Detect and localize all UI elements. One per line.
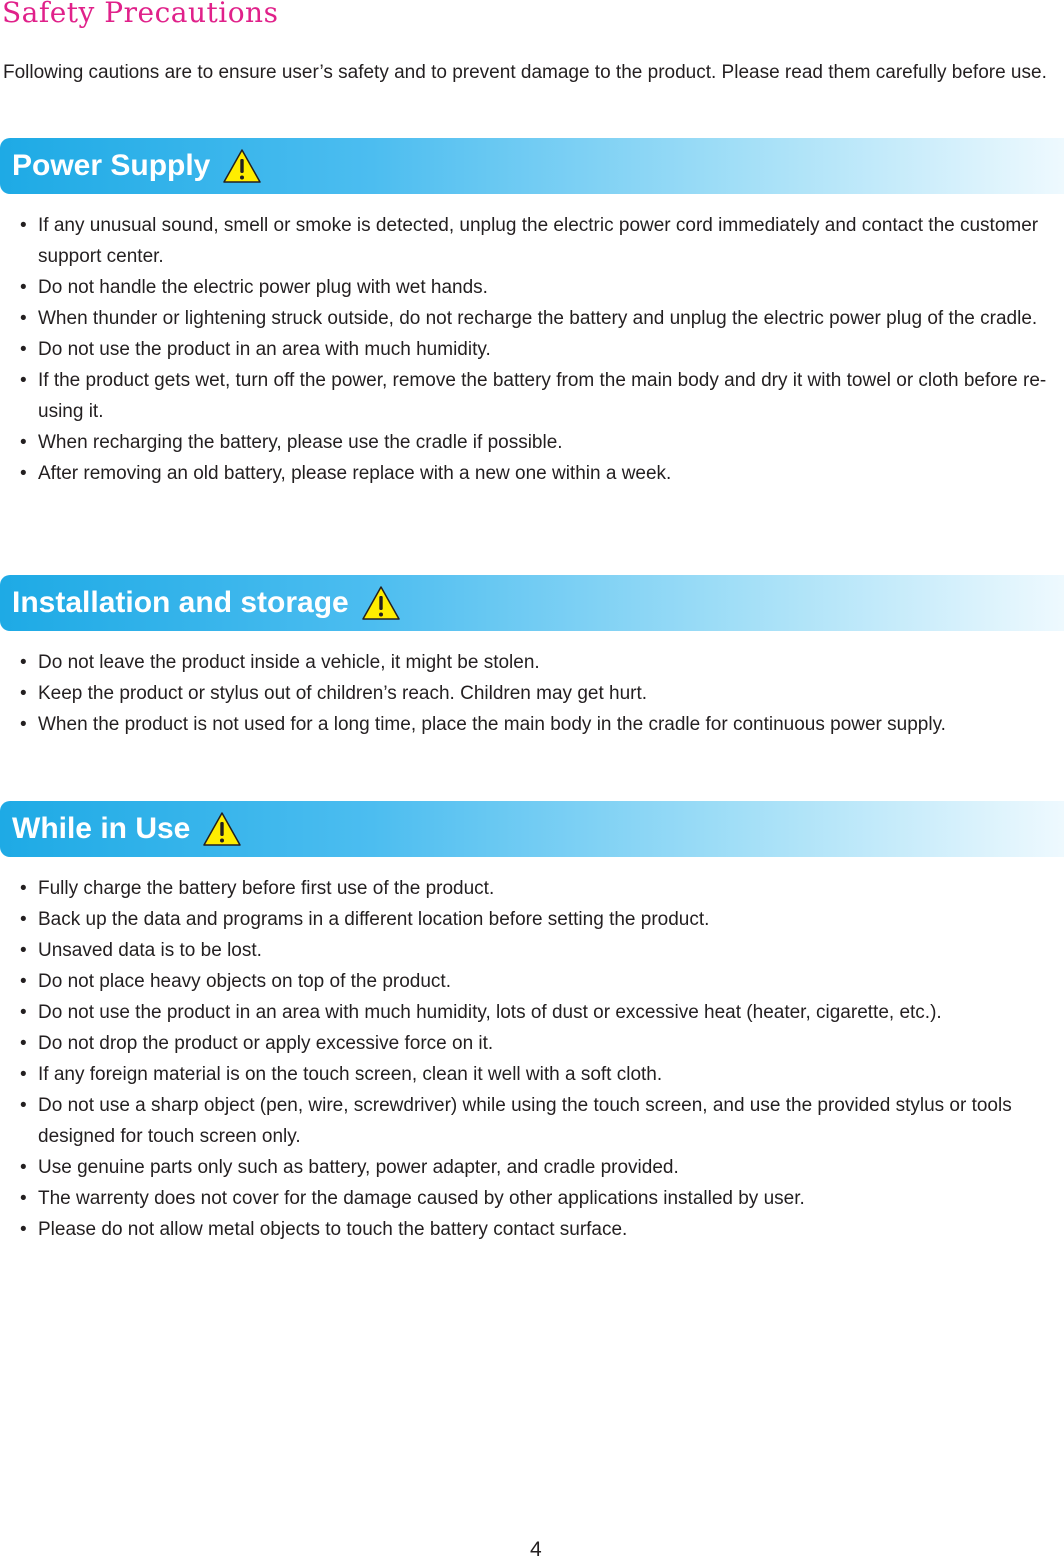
warning-triangle-icon	[222, 148, 262, 184]
section-title: Power Supply	[12, 149, 211, 182]
page-number: 4	[530, 1538, 542, 1561]
warning-triangle-icon	[202, 811, 242, 847]
list-item: • Do not place heavy objects on top of the product.	[18, 966, 1058, 997]
list-item: • Do not use a sharp object (pen, wire, screwdriver) while using the touch screen, and use the provided stylus or tools designed for touch screen only.	[18, 1090, 1058, 1152]
list-item: • Unsaved data is to be lost.	[18, 935, 1058, 966]
list-item: • Do not use the product in an area with much humidity.	[18, 334, 1058, 365]
section-banner	[0, 801, 1064, 857]
list-item: • If any foreign material is on the touch screen, clean it well with a soft cloth.	[18, 1059, 1058, 1090]
warning-triangle-icon	[361, 585, 401, 621]
list-item: • When recharging the battery, please use the cradle if possible.	[18, 427, 1058, 458]
section-banner	[0, 575, 1064, 631]
list-item: • Back up the data and programs in a different location before setting the product.	[18, 904, 1058, 935]
section-power-supply	[0, 138, 1064, 489]
list-item: • Keep the product or stylus out of children’s reach. Children may get hurt.	[18, 678, 1058, 709]
section-banner	[0, 138, 1064, 194]
list-item: • Do not handle the electric power plug with wet hands.	[18, 272, 1058, 303]
list-item: • Do not use the product in an area with much humidity, lots of dust or excessive heat (heater, cigarette, etc.).	[18, 997, 1058, 1028]
section-while-in-use	[0, 801, 1064, 1245]
page-title: Safety Precautions	[2, 0, 279, 29]
list-item: • After removing an old battery, please replace with a new one within a week.	[18, 458, 1058, 489]
list-item: • When the product is not used for a long time, place the main body in the cradle for continuous power supply.	[18, 709, 1058, 740]
section-title: While in Use	[12, 812, 191, 845]
intro-text: Following cautions are to ensure user’s safety and to prevent damage to the product. Please read them carefully before use.	[3, 62, 1047, 83]
item-list	[0, 857, 1064, 1245]
list-item: • If any unusual sound, smell or smoke is detected, unplug the electric power cord immediately and contact the customer support center.	[18, 210, 1058, 272]
list-item: • Please do not allow metal objects to touch the battery contact surface.	[18, 1214, 1058, 1245]
list-item: • Use genuine parts only such as battery, power adapter, and cradle provided.	[18, 1152, 1058, 1183]
item-list	[0, 194, 1064, 489]
list-item: • The warrenty does not cover for the damage caused by other applications installed by user.	[18, 1183, 1058, 1214]
section-title: Installation and storage	[12, 586, 349, 619]
list-item: • Fully charge the battery before first use of the product.	[18, 873, 1058, 904]
section-installation-storage	[0, 575, 1064, 740]
list-item: • If the product gets wet, turn off the power, remove the battery from the main body and dry it with towel or cloth before re-using it.	[18, 365, 1058, 427]
list-item: • Do not drop the product or apply excessive force on it.	[18, 1028, 1058, 1059]
list-item: • When thunder or lightening struck outside, do not recharge the battery and unplug the electric power plug of the cradle.	[18, 303, 1058, 334]
list-item: • Do not leave the product inside a vehicle, it might be stolen.	[18, 647, 1058, 678]
item-list	[0, 631, 1064, 740]
